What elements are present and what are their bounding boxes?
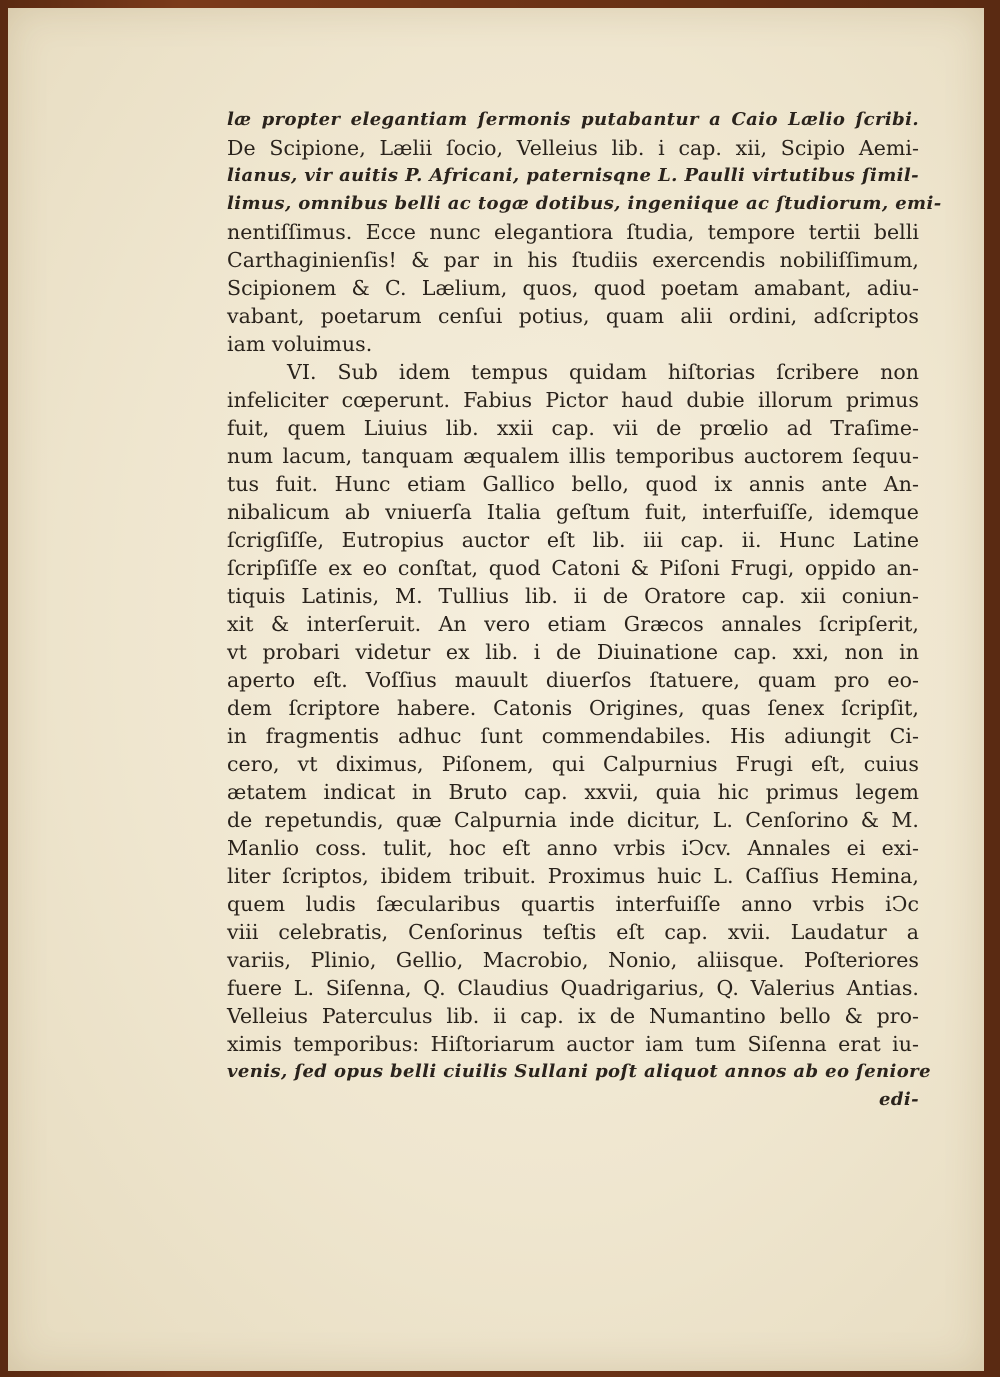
text-line: iam voluimus. [227, 332, 373, 356]
text-line: fuere L. Siſenna, Q. Claudius Quadrigarius, Q. Valerius Antias. [227, 976, 919, 1000]
text-line: de repetundis, quæ Calpurnia inde dicitur, L. Cenſorino & M. [227, 808, 919, 832]
page-text-block [227, 106, 942, 1114]
text-line: dem ſcriptore habere. Catonis Origines, quas ſenex ſcripſit, [227, 696, 919, 720]
text-line: Velleius Paterculus lib. ii cap. ix de Numantino bello & pro- [227, 1004, 919, 1028]
text-line: variis, Plinio, Gellio, Macrobio, Nonio, aliisque. Poſteriores [227, 948, 919, 972]
text-line: vt probari videtur ex lib. i de Diuinatione cap. xxi, non in [227, 640, 919, 664]
text-line: num lacum, tanquam æqualem illis temporibus auctorem ſequu- [227, 444, 919, 468]
text-line: infeliciter cœperunt. Fabius Pictor haud dubie illorum primus [227, 388, 919, 412]
text-line: læ propter elegantiam ſermonis putabantur a Caio Lælio ſcribi. [227, 109, 919, 130]
book-page [8, 8, 984, 1371]
text-line: ſcrigſiſſe, Eutropius auctor eſt lib. iii cap. ii. Hunc Latine [227, 528, 919, 552]
text-line: xit & interſeruit. An vero etiam Græcos annales ſcripſerit, [227, 612, 919, 636]
text-line: ximis temporibus: Hiſtoriarum auctor iam tum Siſenna erat iu- [227, 1032, 919, 1056]
text-line: liter ſcriptos, ibidem tribuit. Proximus huic L. Caſſius Hemina, [227, 864, 919, 888]
text-line: tiquis Latinis, M. Tullius lib. ii de Oratore cap. xii coniun- [227, 584, 919, 608]
text-line: nibalicum ab vniuerſa Italia geſtum fuit, interfuiſſe, idemque [227, 500, 919, 524]
text-line: vabant, poetarum cenſui potius, quam alii ordini, adſcriptos [227, 304, 919, 328]
text-line: Carthaginienſis! & par in his ſtudiis exercendis nobiliſſimum, [227, 248, 919, 272]
text-line: limus, omnibus belli ac togæ dotibus, ingeniique ac ſtudiorum, emi- [227, 193, 942, 214]
text-line: nentiſſimus. Ecce nunc elegantiora ſtudia, tempore tertii belli [227, 220, 919, 244]
text-line: De Scipione, Lælii ſocio, Velleius lib. i cap. xii, Scipio Aemi- [227, 136, 919, 160]
text-line: fuit, quem Liuius lib. xxii cap. vii de prœlio ad Traſime- [227, 416, 919, 440]
text-line: ſcripſiſſe ex eo conſtat, quod Catoni & Piſoni Frugi, oppido an- [227, 556, 919, 580]
text-line: cero, vt diximus, Piſonem, qui Calpurnius Frugi eſt, cuius [227, 752, 919, 776]
text-line: Scipionem & C. Lælium, quos, quod poetam amabant, adiu- [227, 276, 919, 300]
text-line: lianus, vir auitis P. Africani, paternisqne L. Paulli virtutibus ſimil- [227, 165, 919, 186]
text-line: quem ludis ſæcularibus quartis interfuiſſe anno vrbis iↃc [227, 892, 919, 916]
text-line: tus fuit. Hunc etiam Gallico bello, quod ix annis ante An- [227, 472, 919, 496]
text-line: Manlio coss. tulit, hoc eſt anno vrbis iↃcv. Annales ei exi- [227, 836, 919, 860]
text-line: viii celebratis, Cenſorinus teſtis eſt cap. xvii. Laudatur a [227, 920, 919, 944]
text-line: in fragmentis adhuc ſunt commendabiles. His adiungit Ci- [227, 724, 919, 748]
text-line: ætatem indicat in Bruto cap. xxvii, quia hic primus legem [227, 780, 919, 804]
text-line: venis, ſed opus belli ciuilis Sullani poſt aliquot annos ab eo ſeniore [227, 1061, 931, 1082]
section-heading-line: VI. Sub idem tempus quidam hiſtorias ſcribere non [287, 360, 919, 384]
catchword: edi- [879, 1089, 919, 1110]
text-line: aperto eſt. Voſſius mauult diuerſos ſtatuere, quam pro eo- [227, 668, 919, 692]
